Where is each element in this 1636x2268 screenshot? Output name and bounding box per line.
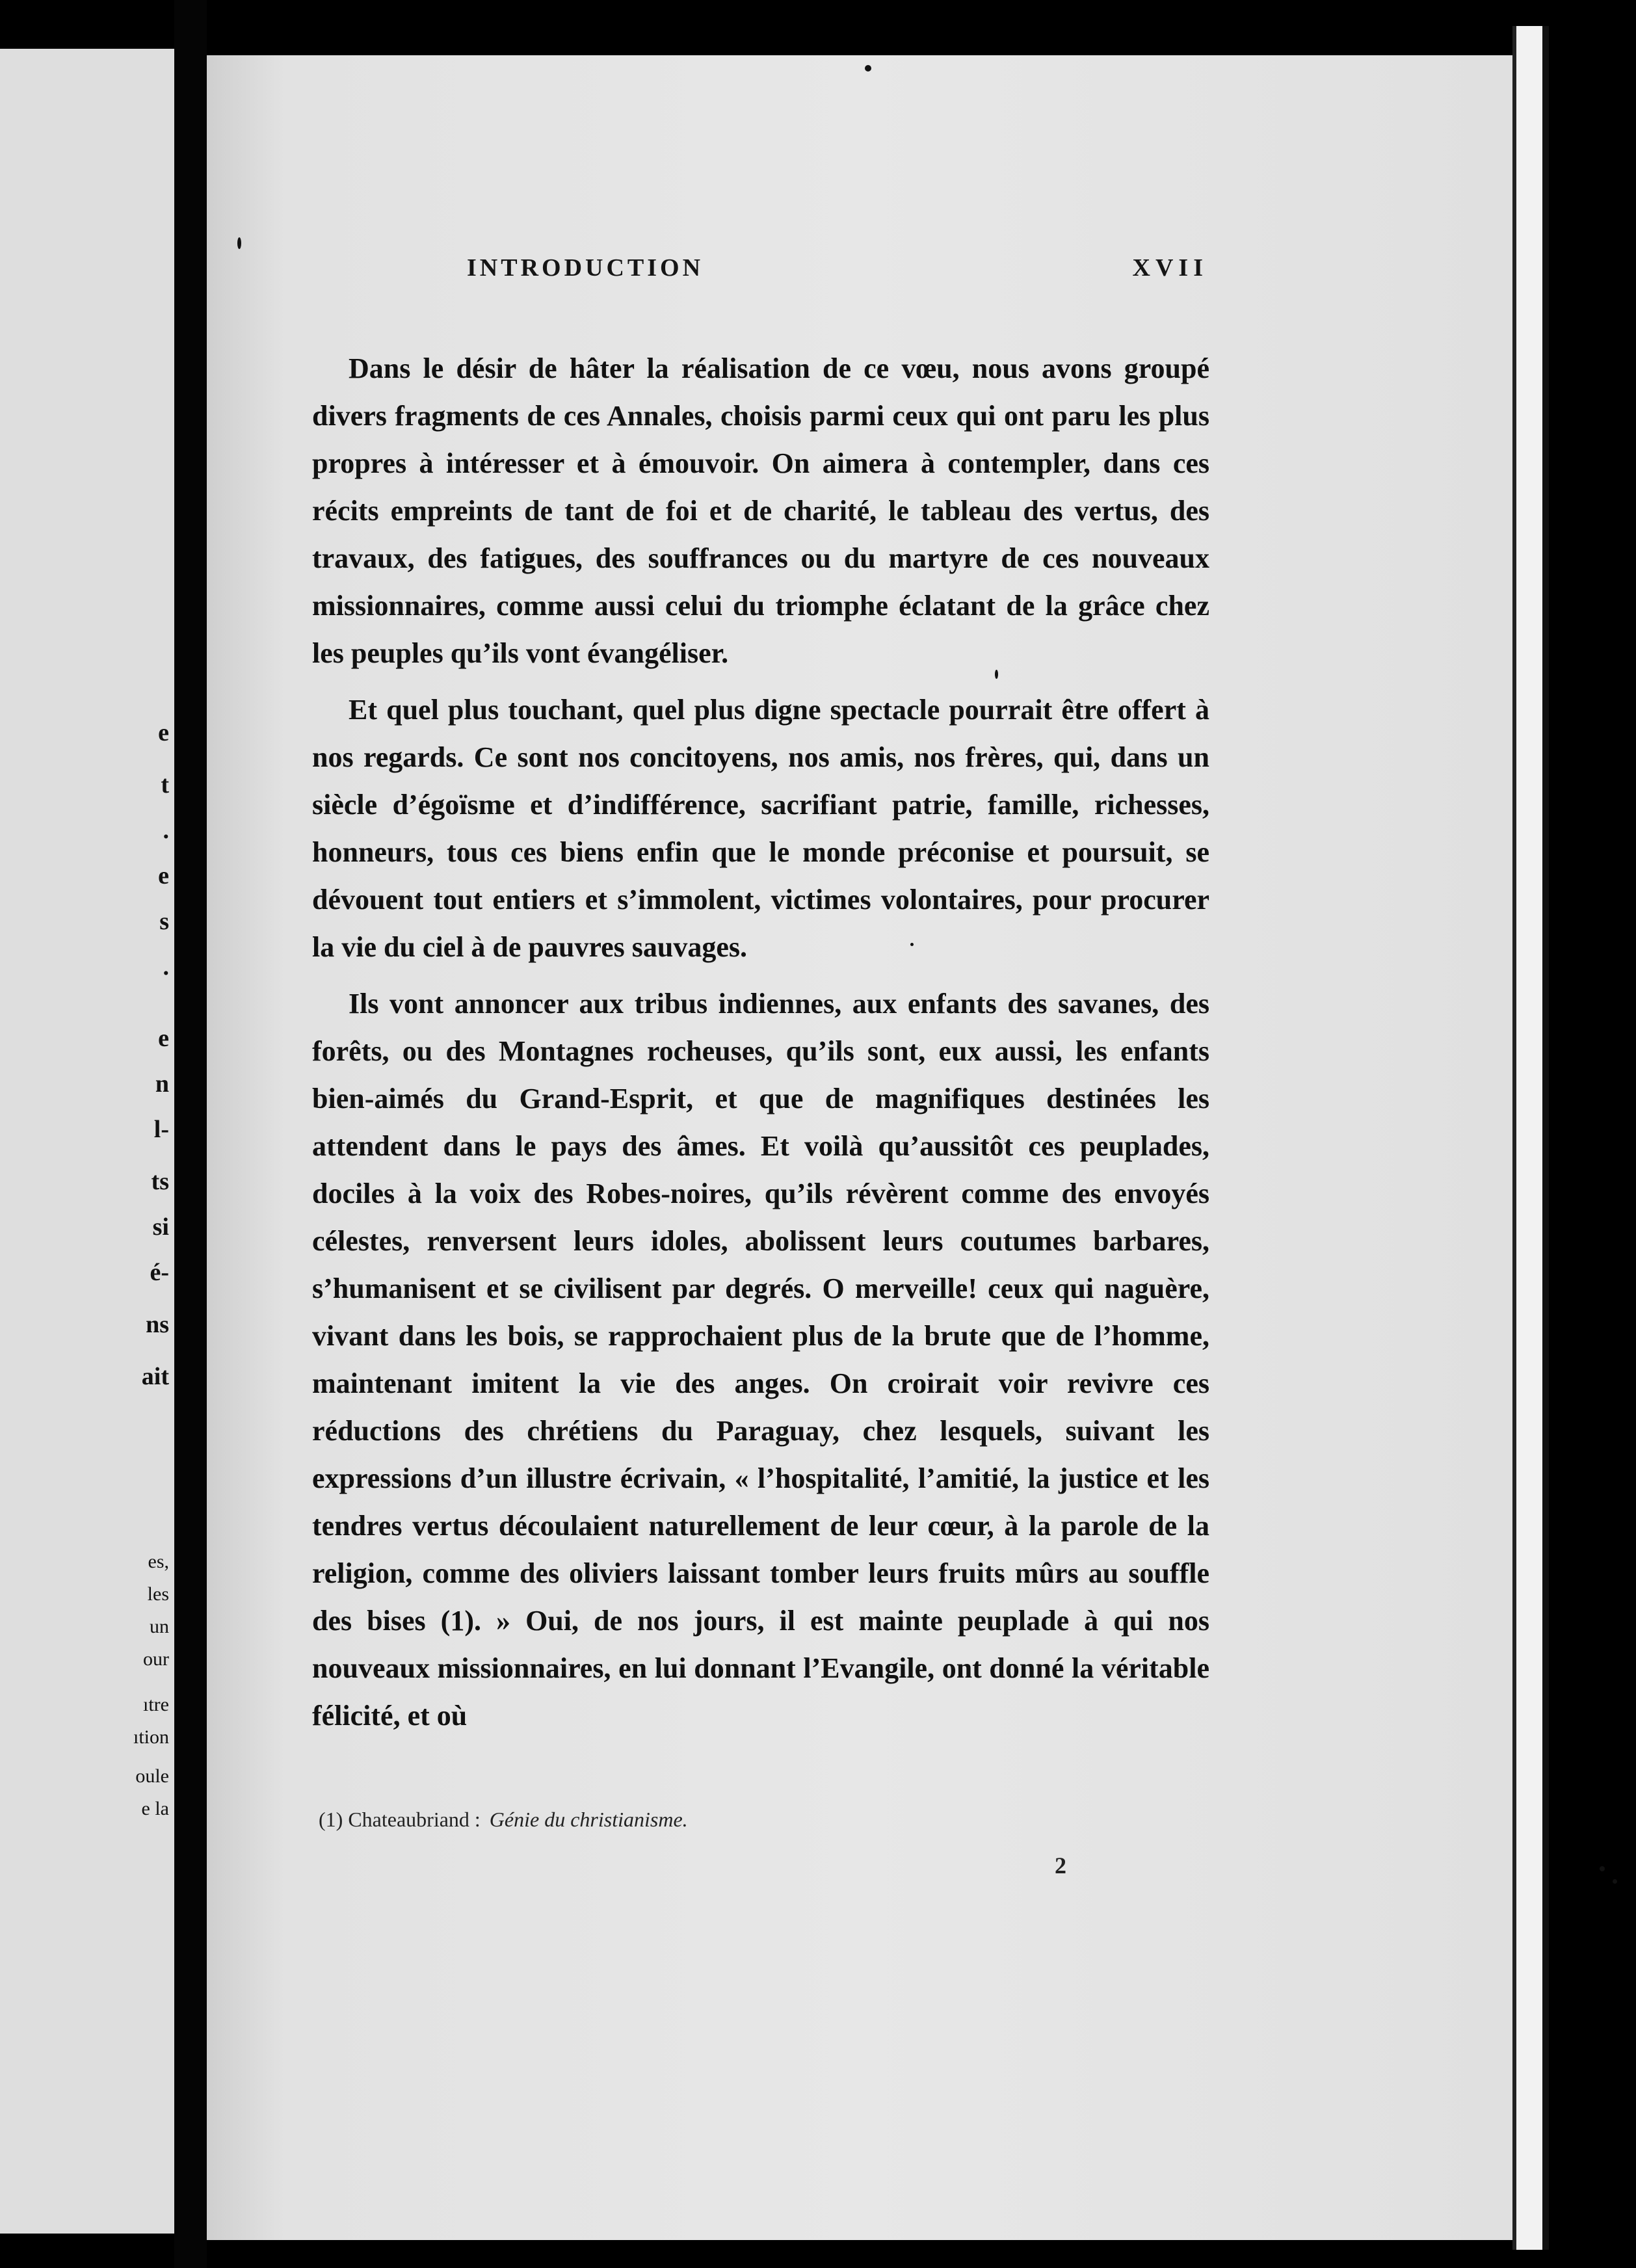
fragment: t	[161, 771, 169, 798]
fragment: e	[158, 862, 169, 890]
fragment: es,	[148, 1551, 169, 1572]
running-header	[467, 254, 1208, 293]
paragraph: Dans le désir de hâter la réalisation de ce vœu, nous avons groupé divers fragments de ces Annales, choisis parmi ceux qui ont paru les plus propres à intéresser et à émouvoir. On aimera à contempler, dans ces récits empreints de tant de foi et de charité, le tableau des vertus, des travaux, des fatigues, des souffrances ou du martyre de ces nouveaux missionnaires, comme aussi celui du triomphe éclatant de la grâce chez les peuples qu’ils vont évangéliser.	[312, 352, 1209, 669]
body-text	[312, 345, 1209, 1739]
speck	[865, 65, 871, 72]
fragment: oule	[135, 1765, 169, 1787]
page-number: XVII	[1132, 254, 1208, 282]
fragment: n	[155, 1070, 169, 1098]
footnote	[319, 1808, 688, 1832]
fragment: ıtre	[143, 1694, 169, 1715]
fragment: l-	[153, 1116, 169, 1143]
fragment: si	[152, 1213, 169, 1241]
fragment: s	[159, 908, 169, 935]
signature-mark: 2	[1055, 1853, 1066, 1879]
paragraph: Ils vont annoncer aux tribus indiennes, aux enfants des savanes, des forêts, ou des Montagnes rocheuses, qu’ils sont, eux aussi, les enfants bien-aimés du Grand-Esprit, et que de magnifiques destinées les attendent dans le pays des âmes. Et voilà qu’aussitôt ces peuplades, dociles à la voix des Robes-noires, qu’ils révèrent comme des envoyés célestes, renversent leurs idoles, abolissent leurs coutumes barbares, s’humanisent et se civilisent par degrés. O merveille! ceux qui naguère, vivant dans les bois, se rapprochaient plus de la brute que de l’homme, maintenant imitent la vie des anges. On croirait voir revivre ces réductions des chrétiens du Paraguay, chez lesquels, suivant les expressions d’un illustre écrivain, « l’hospitalité, l’amitié, la justice et les tendres vertus découlaient naturellement de leur cœur, à la parole de la religion, comme des oliviers laissant tomber leurs fruits mûrs au souffle des bises (1). » Oui, de nos jours, il est mainte peuplade à qui nos nouveaux missionnaires, en lui donnant l’Evangile, ont donné la véritable félicité, et où	[312, 988, 1209, 1732]
fragment: un	[150, 1616, 169, 1637]
footnote-marker: (1) Chateaubriand :	[319, 1808, 481, 1831]
fragment: ait	[141, 1363, 169, 1390]
fragment: ts	[151, 1168, 169, 1195]
fragment: our	[143, 1648, 169, 1670]
fragment: é-	[150, 1259, 169, 1286]
facing-page-text-fragments	[91, 49, 169, 2234]
speck	[1613, 1879, 1617, 1884]
book-gutter	[174, 0, 207, 2268]
fragment: les	[147, 1583, 169, 1605]
fragment: .	[163, 817, 169, 844]
speck	[237, 237, 241, 249]
speck	[1600, 1866, 1605, 1871]
fragment: e	[158, 719, 169, 746]
page-edge	[1512, 26, 1549, 2250]
speck	[995, 670, 998, 679]
footnote-work-title: Génie du christianisme.	[489, 1808, 688, 1831]
speck	[910, 943, 914, 946]
fragment: ns	[146, 1311, 169, 1338]
fragment: .	[163, 953, 169, 981]
facing-page-left	[0, 49, 174, 2234]
paragraph: Et quel plus touchant, quel plus digne spectacle pourrait être offert à nos regards. Ce sont nos concitoyens, nos amis, nos frères, qui, dans un siècle d’égoïsme et d’indifférence, sacrifiant patrie, famille, richesses, honneurs, tous ces biens enfin que le monde préconise et poursuit, se dévouent tout entiers et s’immolent, victimes volontaires, pour procurer la vie du ciel à de pauvres sauvages.	[312, 694, 1209, 963]
fragment: e la	[141, 1798, 169, 1819]
fragment: ıtion	[133, 1726, 169, 1748]
fragment: e	[158, 1025, 169, 1052]
running-title: INTRODUCTION	[467, 254, 704, 282]
